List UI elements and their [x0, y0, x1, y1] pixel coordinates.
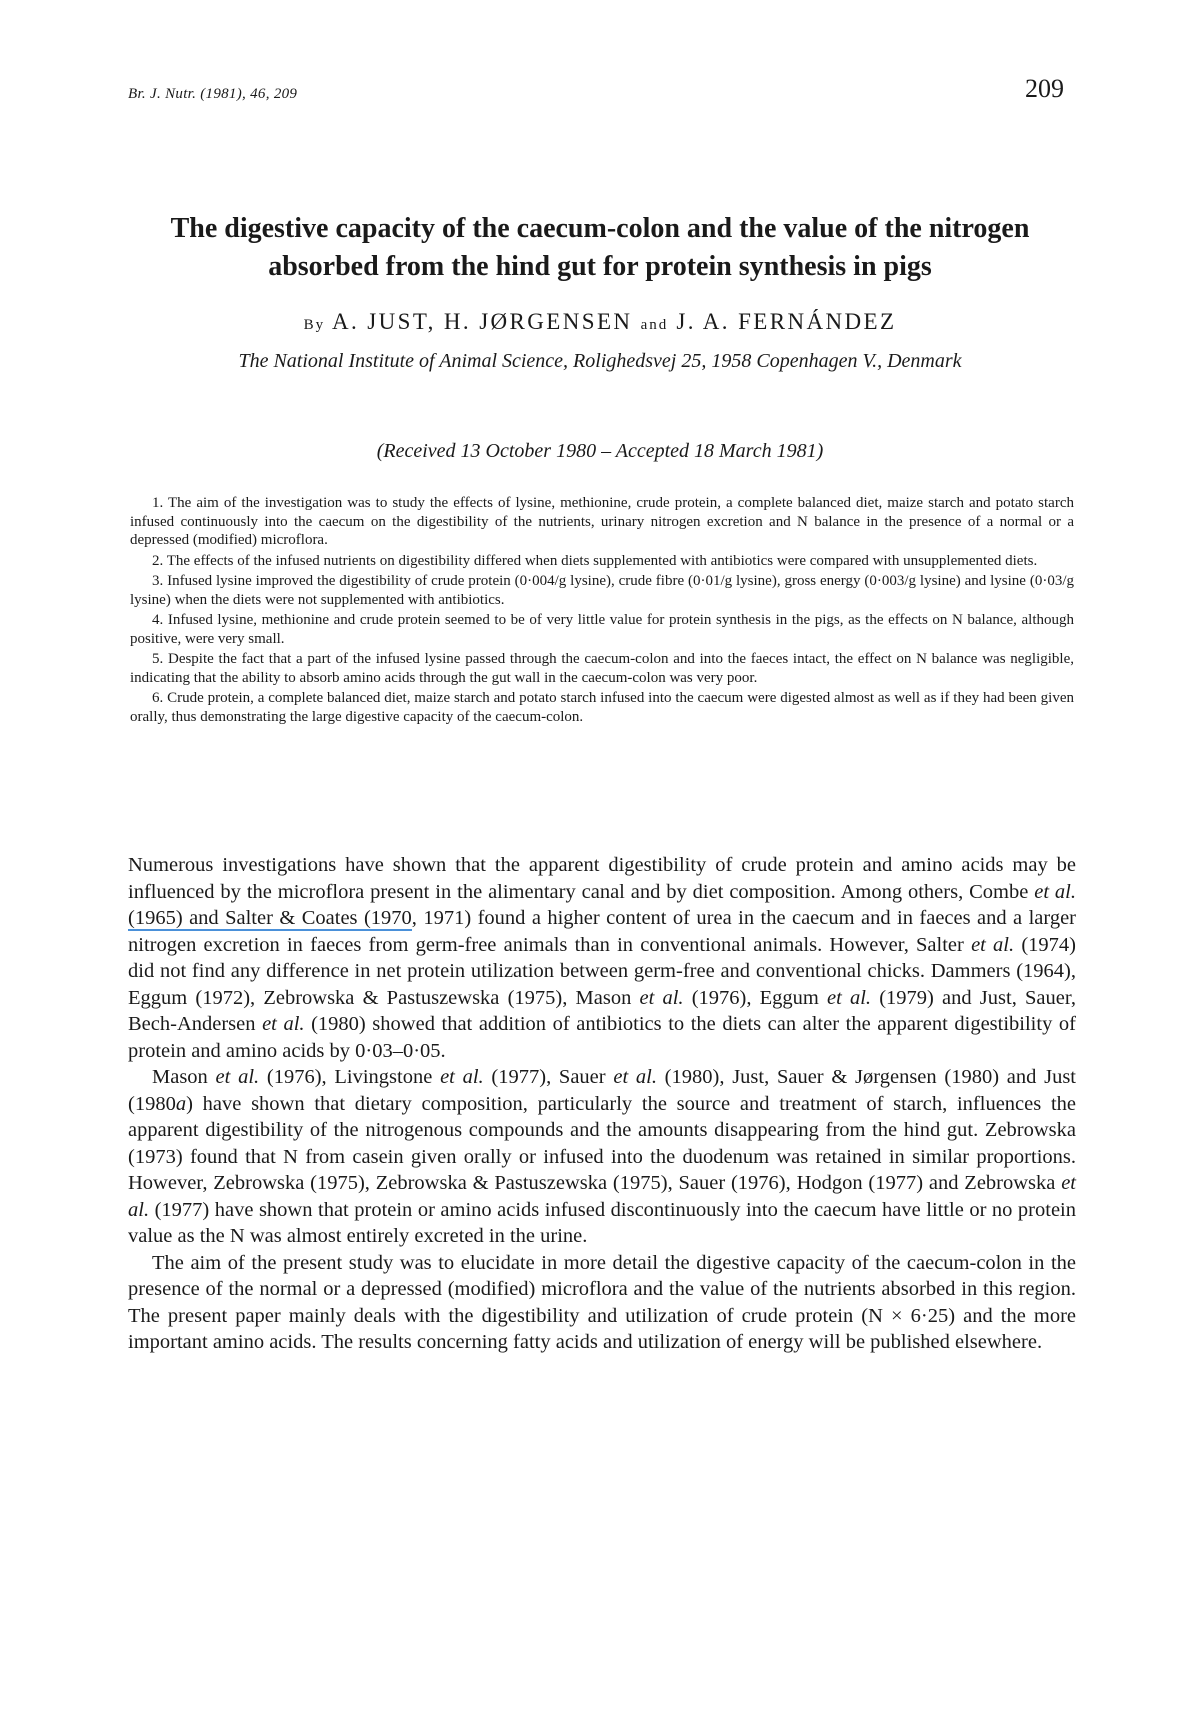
body-paragraph-1: Numerous investigations have shown that the apparent digestibility of crude protein and amino acids may be influenced by the microflora present in the alimentary canal and by diet composition. Among others, Combe et al. (1965) and Salter & Coates (1970, 1971) found a higher content of urea in the caecum and in faeces and a larger nitrogen excretion in faeces from germ-free animals than in conventional animals. However, Salter et al. (1974) did not find any difference in net protein utilization between germ-free and conventional chicks. Dammers (1964), Eggum (1972), Zebrowska & Pastuszewska (1975), Mason et al. (1976), Eggum et al. (1979) and Just, Sauer, Bech-Andersen et al. (1980) showed that addition of antibiotics to the diets can alter the apparent digestibility of protein and amino acids by 0·03–0·05.: [128, 854, 1077, 1062]
author-prefix: By: [303, 317, 326, 333]
authors-first: A. JUST, H. JØRGENSEN: [331, 309, 633, 334]
abstract-point-2: 2. The effects of the infused nutrients on digestibility differed when diets supplemented with antibiotics were compared with unsupplemented diets.: [152, 552, 1038, 569]
affiliation: The National Institute of Animal Science, Rolighedsvej 25, 1958 Copenhagen V., Denmark: [238, 350, 962, 372]
abstract-point-6: 6. Crude protein, a complete balanced diet, maize starch and potato starch infused into the caecum were digested almost as well as if they had been given orally, thus demonstrating the large digestive capacity of the caecum-colon.: [130, 690, 1074, 725]
abstract-point-5: 5. Despite the fact that a part of the infused lysine passed through the caecum-colon and into the faeces intact, the effect on N balance was negligible, indicating that the ability to absorb amino acids through the gut wall in the caecum-colon was very poor.: [130, 651, 1074, 686]
abstract-point-3: 3. Infused lysine improved the digestibility of crude protein (0·004/g lysine), crude fibre (0·01/g lysine), gross energy (0·003/g lysine) and lysine (0·03/g lysine) when the diets were not supplemented with antibiotics.: [130, 573, 1074, 608]
page-header: [128, 74, 1072, 114]
page-number: 209: [1025, 74, 1064, 103]
received-dates: (Received 13 October 1980 – Accepted 18 March 1981): [376, 440, 824, 462]
article-title: The digestive capacity of the caecum-colon and the value of the nitrogen absorbed from the hind gut for protein synthesis in pigs: [170, 213, 1030, 282]
body-paragraph-2: Mason et al. (1976), Livingstone et al. (1977), Sauer et al. (1980), Just, Sauer & Jørgensen (1980) and Just (1980a) have shown that dietary composition, particularly the source and treatment of starch, influences the apparent digestibility of the nitrogenous compounds and the amounts disappearing from the hind gut. Zebrowska (1973) found that N from casein given orally or infused into the duodenum was retained in similar proportions. However, Zebrowska (1975), Zebrowska & Pastuszewska (1975), Sauer (1976), Hodgon (1977) and Zebrowska et al. (1977) have shown that protein or amino acids infused discontinuously into the caecum have little or no protein value as the N was almost entirely excreted in the urine.: [128, 1066, 1076, 1247]
body-paragraph-3: The aim of the present study was to elucidate in more detail the digestive capacity of the caecum-colon in the presence of the normal or a depressed (modified) microflora and the value of the nutrients absorbed in this region. The present paper mainly deals with the digestibility and utilization of crude protein (N × 6·25) and the more important amino acids. The results concerning fatty acids and utilization of energy will be published elsewhere.: [128, 1251, 1076, 1353]
author-line: [140, 309, 1060, 335]
abstract: [130, 494, 1074, 728]
author-conjunction: and: [640, 317, 669, 333]
highlighted-citation: (1965) and Salter & Coates (1970: [128, 907, 412, 929]
abstract-point-1: 1. The aim of the investigation was to study the effects of lysine, methionine, crude protein, a complete balanced diet, maize starch and potato starch infused continuously into the caecum on the digestibility of the nutrients, urinary nitrogen excretion and N balance in the presence of a normal or a depressed (modified) microflora.: [130, 495, 1074, 548]
authors-last: J. A. FERNÁNDEZ: [676, 309, 897, 334]
abstract-point-4: 4. Infused lysine, methionine and crude protein seemed to be of very little value for protein synthesis in the pigs, as the effects on N balance, although positive, were very small.: [130, 612, 1074, 647]
body-text: [128, 852, 1076, 1356]
journal-reference: Br. J. Nutr. (1981), 46, 209: [128, 86, 298, 102]
